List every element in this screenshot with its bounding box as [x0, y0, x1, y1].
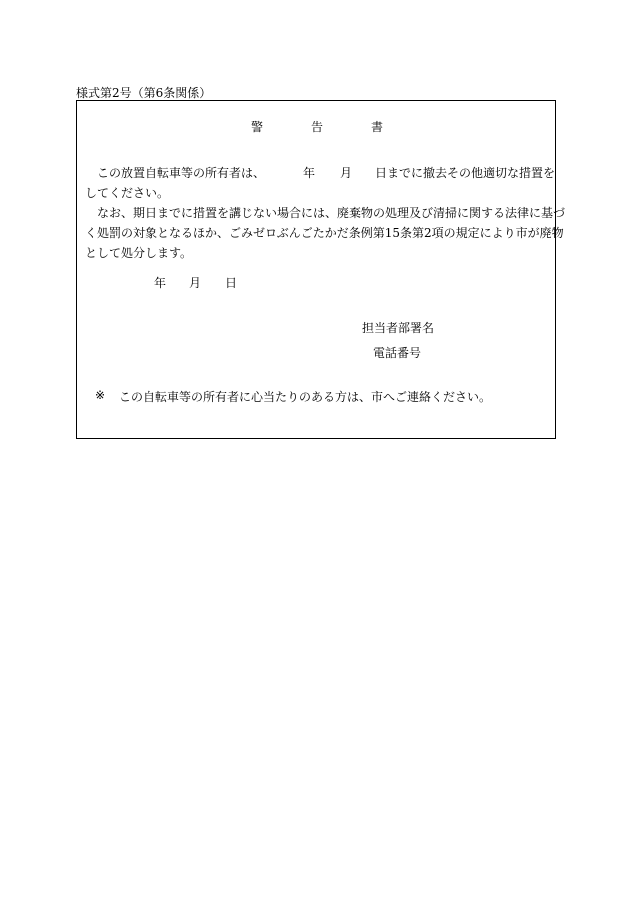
issue-year-label: 年	[154, 276, 167, 290]
deadline-year-label: 年	[303, 166, 316, 180]
body-line-1	[85, 163, 556, 183]
form-number: 様式第2号（第6条関係）	[76, 86, 212, 100]
phone-number-label: 電話番号	[373, 346, 422, 360]
warning-notice-frame	[76, 100, 566, 439]
body-line-4: く処罰の対象となるほか、ごみゼロぶんごたかだ条例第15条第2項の規定により市が廃物	[85, 226, 564, 240]
body-line-5: として処分します。	[85, 246, 193, 260]
note-text: この自転車等の所有者に心当たりのある方は、市へご連絡ください。	[119, 390, 492, 404]
issue-day-label: 日	[225, 276, 238, 290]
body-lead-text: この放置自転車等の所有者は、	[97, 166, 266, 180]
title-char-3: 書	[371, 120, 384, 134]
title-char-2: 告	[311, 120, 324, 134]
deadline-day-text: 日までに撤去その他適切な措置を	[375, 166, 556, 180]
body-line-3: なお、期日までに措置を講じない場合には、廃棄物の処理及び清掃に関する法律に基づ	[97, 206, 566, 220]
issue-month-label: 月	[189, 276, 202, 290]
note-mark: ※	[95, 388, 106, 402]
deadline-month-label: 月	[340, 166, 353, 180]
officer-department-label: 担当者部署名	[362, 321, 435, 335]
body-line-2: してください。	[85, 186, 170, 200]
notice-body	[85, 163, 566, 263]
title-char-1: 警	[251, 120, 264, 134]
